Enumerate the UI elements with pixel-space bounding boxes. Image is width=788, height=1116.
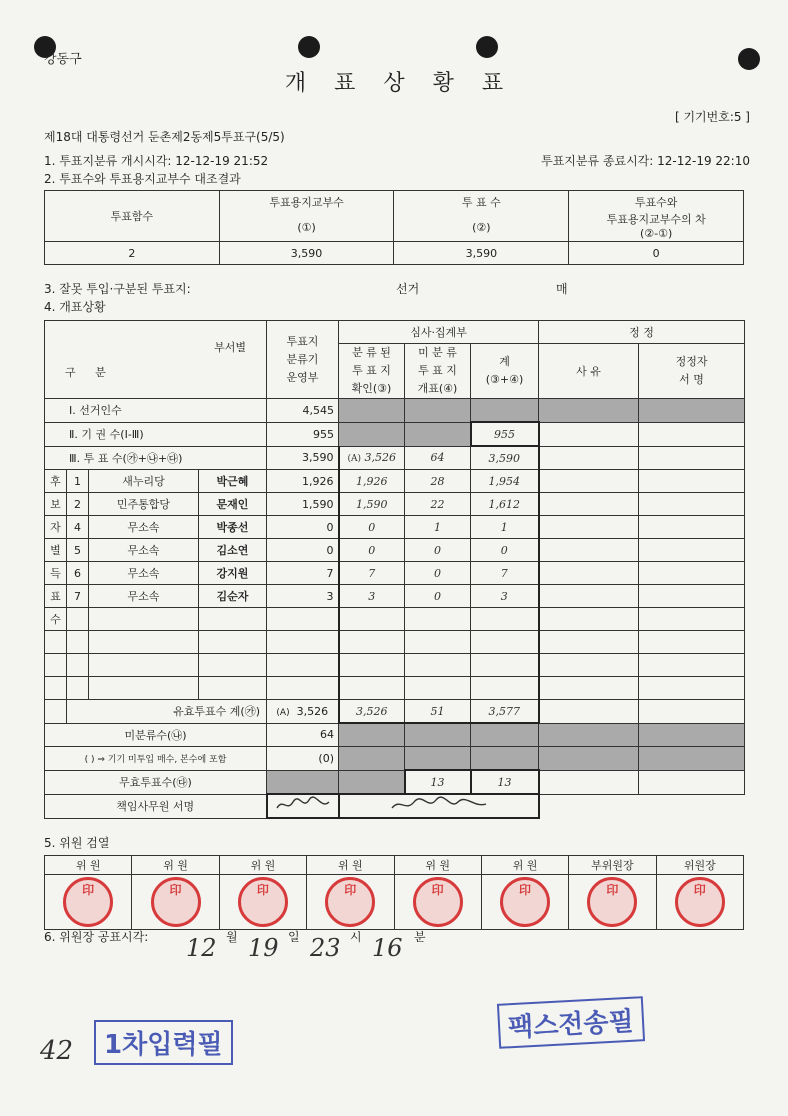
first-input-stamp: 1차입력필 — [94, 1020, 233, 1065]
member-header: 위 원 — [481, 856, 568, 875]
side-label: 자 — [45, 516, 67, 539]
candidate-number: 7 — [67, 585, 89, 608]
sorted-header: 분 류 된 투 표 지 확인(③) — [339, 344, 405, 399]
candidate-name: 박근혜 — [199, 470, 267, 493]
diff-value: 0 — [569, 242, 744, 265]
committee-inspection-table — [44, 855, 744, 930]
valid-votes-sum: 3,577 — [471, 700, 539, 724]
red-seal: 印 — [500, 877, 550, 927]
side-label: 득 — [45, 562, 67, 585]
member-header: 위 원 — [219, 856, 306, 875]
abstention-value: 955 — [267, 422, 339, 446]
candidate-sum: 7 — [471, 562, 539, 585]
candidate-name: 강지원 — [199, 562, 267, 585]
candidate-party: 새누리당 — [89, 470, 199, 493]
election-name: 제18대 대통령선거 둔촌제2동제5투표구(5/5) — [44, 130, 285, 144]
valid-votes-label: 유효투표수 계(㉮) — [67, 700, 267, 724]
time-minute-label: 분 — [414, 930, 426, 944]
sum-header: 계 (③+④) — [471, 344, 539, 399]
valid-votes-sorted: 3,526 — [339, 700, 405, 724]
candidate-party: 무소속 — [89, 562, 199, 585]
time-day: 19 — [248, 934, 279, 962]
unclassified-note: ( ) ⇒ 기기 미투입 매수, 본수에 포함 — [45, 747, 267, 771]
section-5-heading: 5. 위원 검열 — [44, 836, 110, 850]
machine-signature — [267, 794, 339, 818]
reason-header: 사 유 — [539, 344, 639, 399]
unsorted-header: 미 분 류 투 표 지 개표(④) — [405, 344, 471, 399]
electors-label: Ⅰ. 선거인수 — [45, 399, 267, 423]
candidate-party: 무소속 — [89, 539, 199, 562]
ballot-comparison-table — [44, 190, 744, 265]
candidate-number: 5 — [67, 539, 89, 562]
candidate-name: 문재인 — [199, 493, 267, 516]
handwritten-signature — [384, 796, 494, 814]
side-label: 수 — [45, 608, 67, 631]
section-3-count-unit: 매 — [556, 282, 568, 296]
machine-number: [ 기기번호:5 ] — [674, 110, 750, 124]
time-month: 12 — [186, 934, 217, 962]
unclassified-label: 미분류수(㉯) — [45, 723, 267, 747]
candidate-machine-count: 7 — [267, 562, 339, 585]
red-seal: 印 — [675, 877, 725, 927]
total-votes-unsorted: 64 — [405, 446, 471, 470]
votes-header-sub: (②) — [394, 213, 569, 242]
vice-chair-header: 부위원장 — [569, 856, 656, 875]
review-dept-header: 심사·집계부 — [339, 321, 539, 344]
issued-value: 3,590 — [219, 242, 394, 265]
correction-header: 정 정 — [539, 321, 745, 344]
district: 강동구 — [44, 52, 82, 67]
handwritten-number: 42 — [40, 1036, 74, 1066]
review-signature — [339, 794, 539, 818]
candidate-machine-count: 1,590 — [267, 493, 339, 516]
candidate-name: 김소연 — [199, 539, 267, 562]
time-month-label: 월 — [226, 930, 238, 944]
box-count-header: 투표함수 — [45, 191, 220, 242]
candidate-unsorted: 1 — [405, 516, 471, 539]
abstention-sum: 955 — [471, 422, 539, 446]
fax-sent-stamp: 팩스전송필 — [497, 996, 645, 1049]
candidate-sum: 3 — [471, 585, 539, 608]
candidate-name: 박종선 — [199, 516, 267, 539]
votes-value: 3,590 — [394, 242, 569, 265]
candidate-number: 6 — [67, 562, 89, 585]
candidate-number: 4 — [67, 516, 89, 539]
end-time: 투표지분류 종료시각: 12-12-19 22:10 — [541, 154, 750, 168]
table-corner — [45, 321, 267, 399]
candidate-sum: 1 — [471, 516, 539, 539]
time-hour: 23 — [310, 934, 341, 962]
side-label: 별 — [45, 539, 67, 562]
punch-hole — [476, 36, 498, 58]
section-3-election: 선거 — [396, 282, 420, 296]
red-seal: 印 — [151, 877, 201, 927]
time-day-label: 일 — [288, 930, 300, 944]
corner-dept-label: 부서별 — [214, 341, 246, 354]
red-seal: 印 — [63, 877, 113, 927]
handwritten-signature — [273, 796, 333, 814]
candidate-sorted: 0 — [339, 539, 405, 562]
invalid-votes-label: 무효투표수(㉰) — [45, 770, 267, 794]
red-seal: 印 — [587, 877, 637, 927]
signature-label: 책임사무원 서명 — [45, 794, 267, 818]
section-3-heading: 3. 잘못 투입·구분된 투표지: — [44, 282, 191, 296]
candidate-name: 김순자 — [199, 585, 267, 608]
issued-header: 투표용지교부수 — [219, 191, 394, 214]
red-seal: 印 — [413, 877, 463, 927]
candidate-party: 무소속 — [89, 585, 199, 608]
punch-hole — [298, 36, 320, 58]
candidate-sorted: 7 — [339, 562, 405, 585]
unclassified-note-value: (0) — [267, 747, 339, 771]
total-votes-value: 3,590 — [267, 446, 339, 470]
candidate-machine-count: 1,926 — [267, 470, 339, 493]
time-hour-label: 시 — [350, 930, 362, 944]
corner-category-label: 구 분 — [65, 366, 114, 379]
side-label: 후 — [45, 470, 67, 493]
section-4-heading: 4. 개표상황 — [44, 300, 106, 314]
section-2-heading: 2. 투표수와 투표용지교부수 대조결과 — [44, 172, 241, 186]
issued-header-sub: (①) — [219, 213, 394, 242]
diff-header-sub: 투표용지교부수의 차 (②-①) — [569, 213, 744, 242]
page-title: 개표상황표 — [284, 71, 532, 96]
candidate-number: 1 — [67, 470, 89, 493]
candidate-machine-count: 0 — [267, 516, 339, 539]
start-time: 1. 투표지분류 개시시각: 12-12-19 21:52 — [44, 154, 269, 168]
electors-value: 4,545 — [267, 399, 339, 423]
invalid-votes-unsorted: 13 — [405, 770, 471, 794]
candidate-unsorted: 0 — [405, 585, 471, 608]
candidate-unsorted: 22 — [405, 493, 471, 516]
candidate-number: 2 — [67, 493, 89, 516]
corrector-header: 정정자 서 명 — [639, 344, 745, 399]
candidate-sorted: 1,926 — [339, 470, 405, 493]
candidate-unsorted: 0 — [405, 539, 471, 562]
member-header: 위 원 — [307, 856, 394, 875]
diff-header: 투표수와 — [569, 191, 744, 214]
red-seal: 印 — [325, 877, 375, 927]
member-header: 위 원 — [132, 856, 219, 875]
side-label: 표 — [45, 585, 67, 608]
candidate-sum: 1,612 — [471, 493, 539, 516]
candidate-sorted: 0 — [339, 516, 405, 539]
unclassified-value: 64 — [267, 723, 339, 747]
candidate-sorted: 1,590 — [339, 493, 405, 516]
red-seal: 印 — [238, 877, 288, 927]
side-label: 보 — [45, 493, 67, 516]
member-header: 위 원 — [394, 856, 481, 875]
candidate-party: 무소속 — [89, 516, 199, 539]
candidate-sum: 0 — [471, 539, 539, 562]
valid-votes-unsorted: 51 — [405, 700, 471, 724]
chair-header: 위원장 — [656, 856, 743, 875]
candidate-machine-count: 0 — [267, 539, 339, 562]
section-6-heading: 6. 위원장 공표시각: — [44, 930, 149, 944]
candidate-party: 민주통합당 — [89, 493, 199, 516]
candidate-machine-count: 3 — [267, 585, 339, 608]
member-header: 위 원 — [45, 856, 132, 875]
count-status-table — [44, 320, 745, 819]
box-count-value: 2 — [45, 242, 220, 265]
votes-header: 투 표 수 — [394, 191, 569, 214]
time-minute: 16 — [372, 934, 403, 962]
invalid-votes-sum: 13 — [471, 770, 539, 794]
total-votes-sum: 3,590 — [471, 446, 539, 470]
abstention-label: Ⅱ. 기 권 수(Ⅰ-Ⅲ) — [45, 422, 267, 446]
machine-dept-header: 투표지 분류기 운영부 — [267, 321, 339, 399]
total-votes-sorted: (A) 3,526 — [339, 446, 405, 470]
valid-votes-value: (A) 3,526 — [267, 700, 339, 724]
candidate-unsorted: 28 — [405, 470, 471, 493]
candidate-sorted: 3 — [339, 585, 405, 608]
total-votes-label: Ⅲ. 투 표 수(㉮+㉯+㉰) — [45, 446, 267, 470]
candidate-unsorted: 0 — [405, 562, 471, 585]
candidate-sum: 1,954 — [471, 470, 539, 493]
